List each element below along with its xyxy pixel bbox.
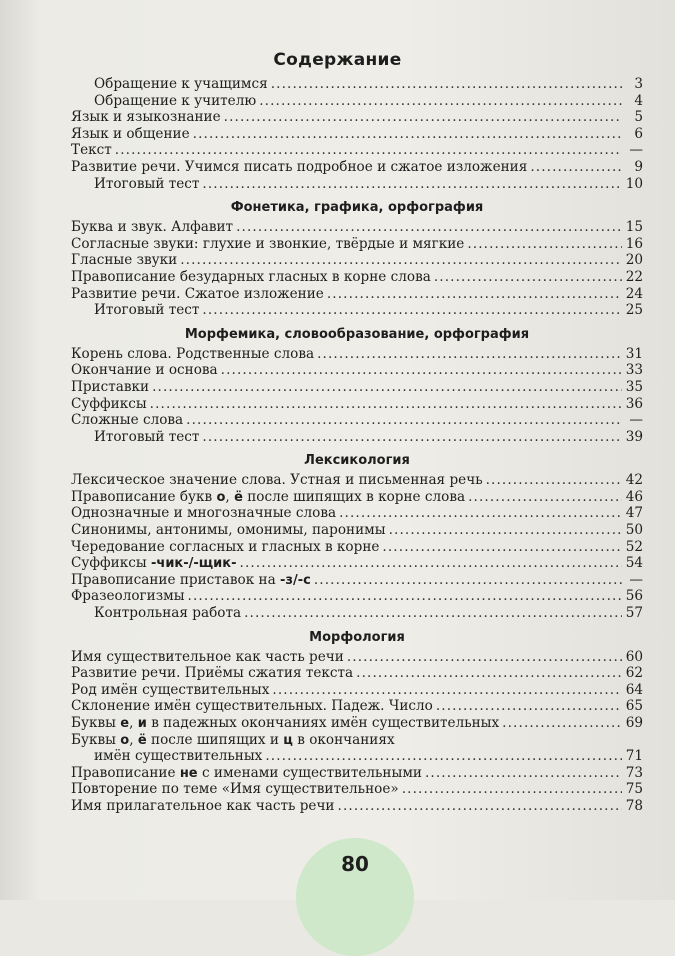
toc-entry-page: 20	[625, 252, 643, 269]
toc-entry-title: Развитие речи. Сжатое изложение	[71, 285, 324, 302]
toc-entry[interactable]	[71, 219, 643, 236]
dot-leader	[244, 605, 622, 622]
toc-entry[interactable]	[71, 505, 643, 522]
toc-entry-page: 15	[625, 219, 643, 236]
toc-entry-title: Язык и общение	[71, 125, 190, 142]
toc-entry[interactable]	[71, 302, 643, 319]
toc-entry-page: 75	[625, 781, 643, 798]
toc-entry-emphasis: не	[179, 765, 198, 781]
dot-leader	[467, 236, 622, 253]
toc-entry-title	[71, 489, 465, 507]
toc-entry-title: Обращение к учителю	[94, 92, 257, 109]
toc-entry[interactable]	[71, 715, 643, 732]
toc-entry[interactable]	[71, 142, 643, 159]
toc-entry-text-part: в окончаниях	[292, 731, 395, 748]
toc-entry[interactable]	[71, 489, 643, 506]
toc-entry-page: 22	[625, 268, 643, 285]
dot-leader	[356, 665, 622, 682]
toc-entry-title: Корень слова. Родственные слова	[71, 345, 315, 362]
dot-leader	[152, 379, 622, 396]
dot-leader	[150, 396, 622, 413]
toc-entry-title: Чередование согласных и гласных в корне	[71, 538, 380, 555]
dot-leader	[236, 219, 622, 236]
toc-entry-emphasis: е	[120, 716, 130, 731]
toc-entry[interactable]	[71, 605, 643, 622]
toc-entry-title: Окончание и основа	[71, 362, 218, 379]
toc-entry-page: 5	[634, 109, 643, 126]
toc-entry[interactable]	[71, 429, 643, 446]
toc-entry-page: 47	[625, 505, 643, 522]
toc-entry-title: Повторение по теме «Имя существительное»	[71, 781, 399, 798]
toc-entry[interactable]	[71, 588, 643, 605]
toc-entry-emphasis: ё	[137, 732, 147, 748]
toc-entry-emphasis: ё	[234, 489, 243, 505]
dot-leader	[221, 362, 622, 379]
toc-entry-text-part: Правописание букв	[71, 488, 217, 505]
toc-entry[interactable]	[71, 396, 643, 413]
toc-entry-page: 57	[625, 605, 643, 622]
dot-leader	[202, 302, 622, 319]
toc-entry-emphasis: и	[137, 716, 147, 731]
toc-entry[interactable]	[71, 379, 643, 396]
toc-entry-page: 71	[625, 748, 643, 765]
table-of-contents	[71, 76, 643, 815]
toc-entry[interactable]	[71, 109, 643, 126]
dot-leader	[186, 412, 622, 429]
dot-leader	[339, 505, 622, 522]
toc-entry-title: Текст	[71, 142, 112, 159]
toc-entry-page: 9	[634, 158, 643, 175]
toc-entry-page: 25	[625, 302, 643, 319]
toc-entry-text-part: Буквы	[71, 731, 121, 748]
toc-entry-page: 10	[625, 175, 643, 192]
toc-section-heading: Морфология	[309, 629, 405, 645]
toc-entry-title: Сложные слова	[71, 412, 184, 429]
dot-leader	[468, 489, 622, 506]
toc-entry-title: Развитие речи. Учимся писать подробное и сжатое изложения	[71, 158, 528, 175]
toc-entry-page: 60	[625, 648, 643, 665]
toc-entry-text-part: ,	[129, 715, 138, 731]
toc-entry-page: 35	[625, 378, 643, 395]
toc-entry[interactable]	[71, 76, 643, 93]
toc-entry-title: Итоговый тест	[94, 428, 200, 445]
dot-leader	[271, 76, 622, 93]
toc-entry-page: 3	[634, 76, 643, 92]
toc-entry-title: Род имён существительных	[71, 681, 270, 698]
dot-leader	[486, 472, 622, 489]
toc-entry-text-part: Буквы	[71, 715, 121, 731]
toc-entry-emphasis: -з/-с	[280, 572, 311, 588]
page-title: Содержание	[273, 50, 402, 70]
toc-entry-title: Правописание безударных гласных в корне слова	[71, 268, 431, 285]
toc-entry-title: Итоговый тест	[94, 175, 200, 192]
toc-entry[interactable]	[71, 781, 643, 798]
toc-entry-title: Обращение к учащимся	[94, 76, 268, 92]
toc-entry-text-part: Суффиксы	[71, 555, 151, 572]
toc-entry-page: 78	[625, 797, 643, 814]
toc-entry-emphasis: о	[120, 732, 130, 748]
toc-entry-page: 64	[625, 681, 643, 698]
toc-entry-page: 24	[625, 285, 643, 302]
toc-entry[interactable]	[71, 159, 643, 176]
toc-entry[interactable]	[71, 93, 643, 110]
toc-entry[interactable]	[71, 126, 643, 143]
dot-leader	[115, 142, 622, 159]
toc-entry[interactable]	[71, 362, 643, 379]
dot-leader	[389, 522, 622, 539]
toc-entry[interactable]	[71, 522, 643, 539]
dot-leader	[272, 682, 622, 699]
toc-entry-title: Буква и звук. Алфавит	[71, 219, 234, 236]
dot-leader	[224, 109, 622, 126]
toc-entry-text-part: ,	[225, 488, 235, 505]
toc-entry[interactable]	[71, 682, 643, 699]
toc-entry[interactable]	[71, 286, 643, 303]
toc-entry-page: 62	[625, 665, 643, 682]
dot-leader	[188, 588, 622, 605]
toc-section-heading: Фонетика, графика, орфография	[230, 200, 484, 216]
toc-section-heading: Лексикология	[304, 453, 410, 469]
toc-entry[interactable]	[71, 732, 643, 749]
toc-entry-title: Фразеологизмы	[71, 588, 185, 605]
toc-entry-emphasis: -чик-/-щик-	[151, 556, 237, 572]
toc-entry-page: —	[629, 571, 643, 588]
toc-entry-text-part: после шипящих и	[146, 731, 284, 748]
dot-leader	[338, 798, 623, 815]
toc-entry-title: Гласные звуки	[71, 252, 178, 269]
toc-entry-text-part: в падежных окончаниях имён существительных	[146, 715, 500, 731]
page-number: 80	[341, 852, 369, 876]
toc-entry-page: 56	[625, 588, 643, 605]
toc-entry[interactable]	[71, 665, 643, 682]
dot-leader	[327, 286, 622, 303]
toc-entry-title: Итоговый тест	[94, 302, 200, 319]
toc-entry-page: 69	[625, 715, 643, 731]
toc-entry-page: 54	[625, 555, 643, 572]
toc-entry-emphasis: о	[216, 489, 226, 505]
toc-entry-page: —	[629, 412, 643, 429]
dot-leader	[347, 649, 622, 666]
toc-entry-page: —	[629, 142, 643, 159]
toc-entry-text-part: ,	[129, 731, 138, 748]
toc-entry-title: Имя существительное как часть речи	[71, 648, 344, 665]
dot-leader	[436, 698, 622, 715]
dot-leader	[202, 429, 622, 446]
toc-entry-title: Лексическое значение слова. Устная и письменная речь	[71, 472, 483, 489]
dot-leader	[425, 765, 622, 782]
toc-entry-page: 6	[634, 125, 643, 142]
dot-leader	[317, 346, 622, 363]
toc-entry-title: Приставки	[71, 378, 150, 395]
toc-entry-page: 36	[625, 395, 643, 412]
dot-leader	[502, 715, 622, 732]
toc-entry-page: 42	[625, 472, 643, 489]
toc-entry-title	[71, 732, 395, 750]
toc-entry-title: Суффиксы	[71, 395, 147, 412]
toc-entry-title: Контрольная работа	[94, 605, 242, 622]
toc-entry-page: 4	[634, 92, 643, 109]
dot-leader	[402, 781, 622, 798]
toc-entry-title	[71, 765, 422, 783]
toc-entry[interactable]	[71, 412, 643, 429]
toc-entry[interactable]	[71, 236, 643, 253]
toc-entry[interactable]	[71, 472, 643, 489]
dot-leader	[180, 252, 622, 269]
toc-entry[interactable]	[71, 649, 643, 666]
dot-leader	[314, 572, 622, 589]
dot-leader	[530, 159, 622, 176]
toc-entry-page: 33	[625, 362, 643, 379]
toc-entry[interactable]	[71, 269, 643, 286]
toc-entry-page: 52	[625, 538, 643, 555]
toc-entry[interactable]	[71, 346, 643, 363]
toc-entry-title	[71, 715, 499, 733]
toc-entry-text-part: Правописание	[71, 764, 180, 781]
toc-entry-page: 39	[625, 428, 643, 445]
toc-entry[interactable]	[71, 765, 643, 782]
toc-entry-title: Язык и языкознание	[71, 109, 221, 126]
toc-entry-title: имён существительных	[94, 748, 263, 765]
toc-entry[interactable]	[71, 539, 643, 556]
toc-entry-page: 46	[625, 488, 643, 505]
dot-leader	[265, 748, 622, 765]
toc-entry-title	[71, 572, 311, 590]
toc-entry-title: Имя прилагательное как часть речи	[71, 797, 335, 814]
dot-leader	[202, 176, 622, 193]
toc-entry[interactable]	[71, 555, 643, 572]
toc-entry-title: Склонение имён существительных. Падеж. Число	[71, 698, 433, 715]
toc-entry-continuation[interactable]	[71, 748, 643, 765]
toc-section-heading: Морфемика, словообразование, орфография	[184, 326, 530, 342]
toc-entry-page: 50	[625, 522, 643, 539]
toc-entry-page: 65	[625, 698, 643, 715]
dot-leader	[193, 126, 622, 143]
toc-entry-title: Согласные звуки: глухие и звонкие, твёрдые и мягкие	[71, 235, 465, 252]
toc-entry[interactable]	[71, 252, 643, 269]
toc-entry-text-part: с именами существительными	[197, 764, 422, 781]
toc-entry-title	[71, 555, 237, 573]
toc-entry[interactable]	[71, 572, 643, 589]
toc-entry-page: 31	[625, 345, 643, 362]
dot-leader	[240, 555, 623, 572]
toc-entry-emphasis: ц	[283, 732, 293, 748]
toc-entry[interactable]	[71, 698, 643, 715]
dot-leader	[434, 269, 622, 286]
toc-entry-title: Синонимы, антонимы, омонимы, паронимы	[71, 522, 386, 539]
toc-entry-text-part: Правописание приставок на	[71, 571, 281, 588]
toc-entry-page: 16	[625, 235, 643, 252]
toc-entry-text-part: после шипящих в корне слова	[242, 488, 466, 505]
dot-leader	[259, 93, 622, 110]
toc-entry-title: Развитие речи. Приёмы сжатия текста	[71, 665, 354, 682]
dot-leader	[382, 539, 622, 556]
toc-entry[interactable]	[71, 798, 643, 815]
toc-entry[interactable]	[71, 176, 643, 193]
toc-entry-title: Однозначные и многозначные слова	[71, 505, 337, 522]
toc-entry-page: 73	[625, 764, 643, 781]
